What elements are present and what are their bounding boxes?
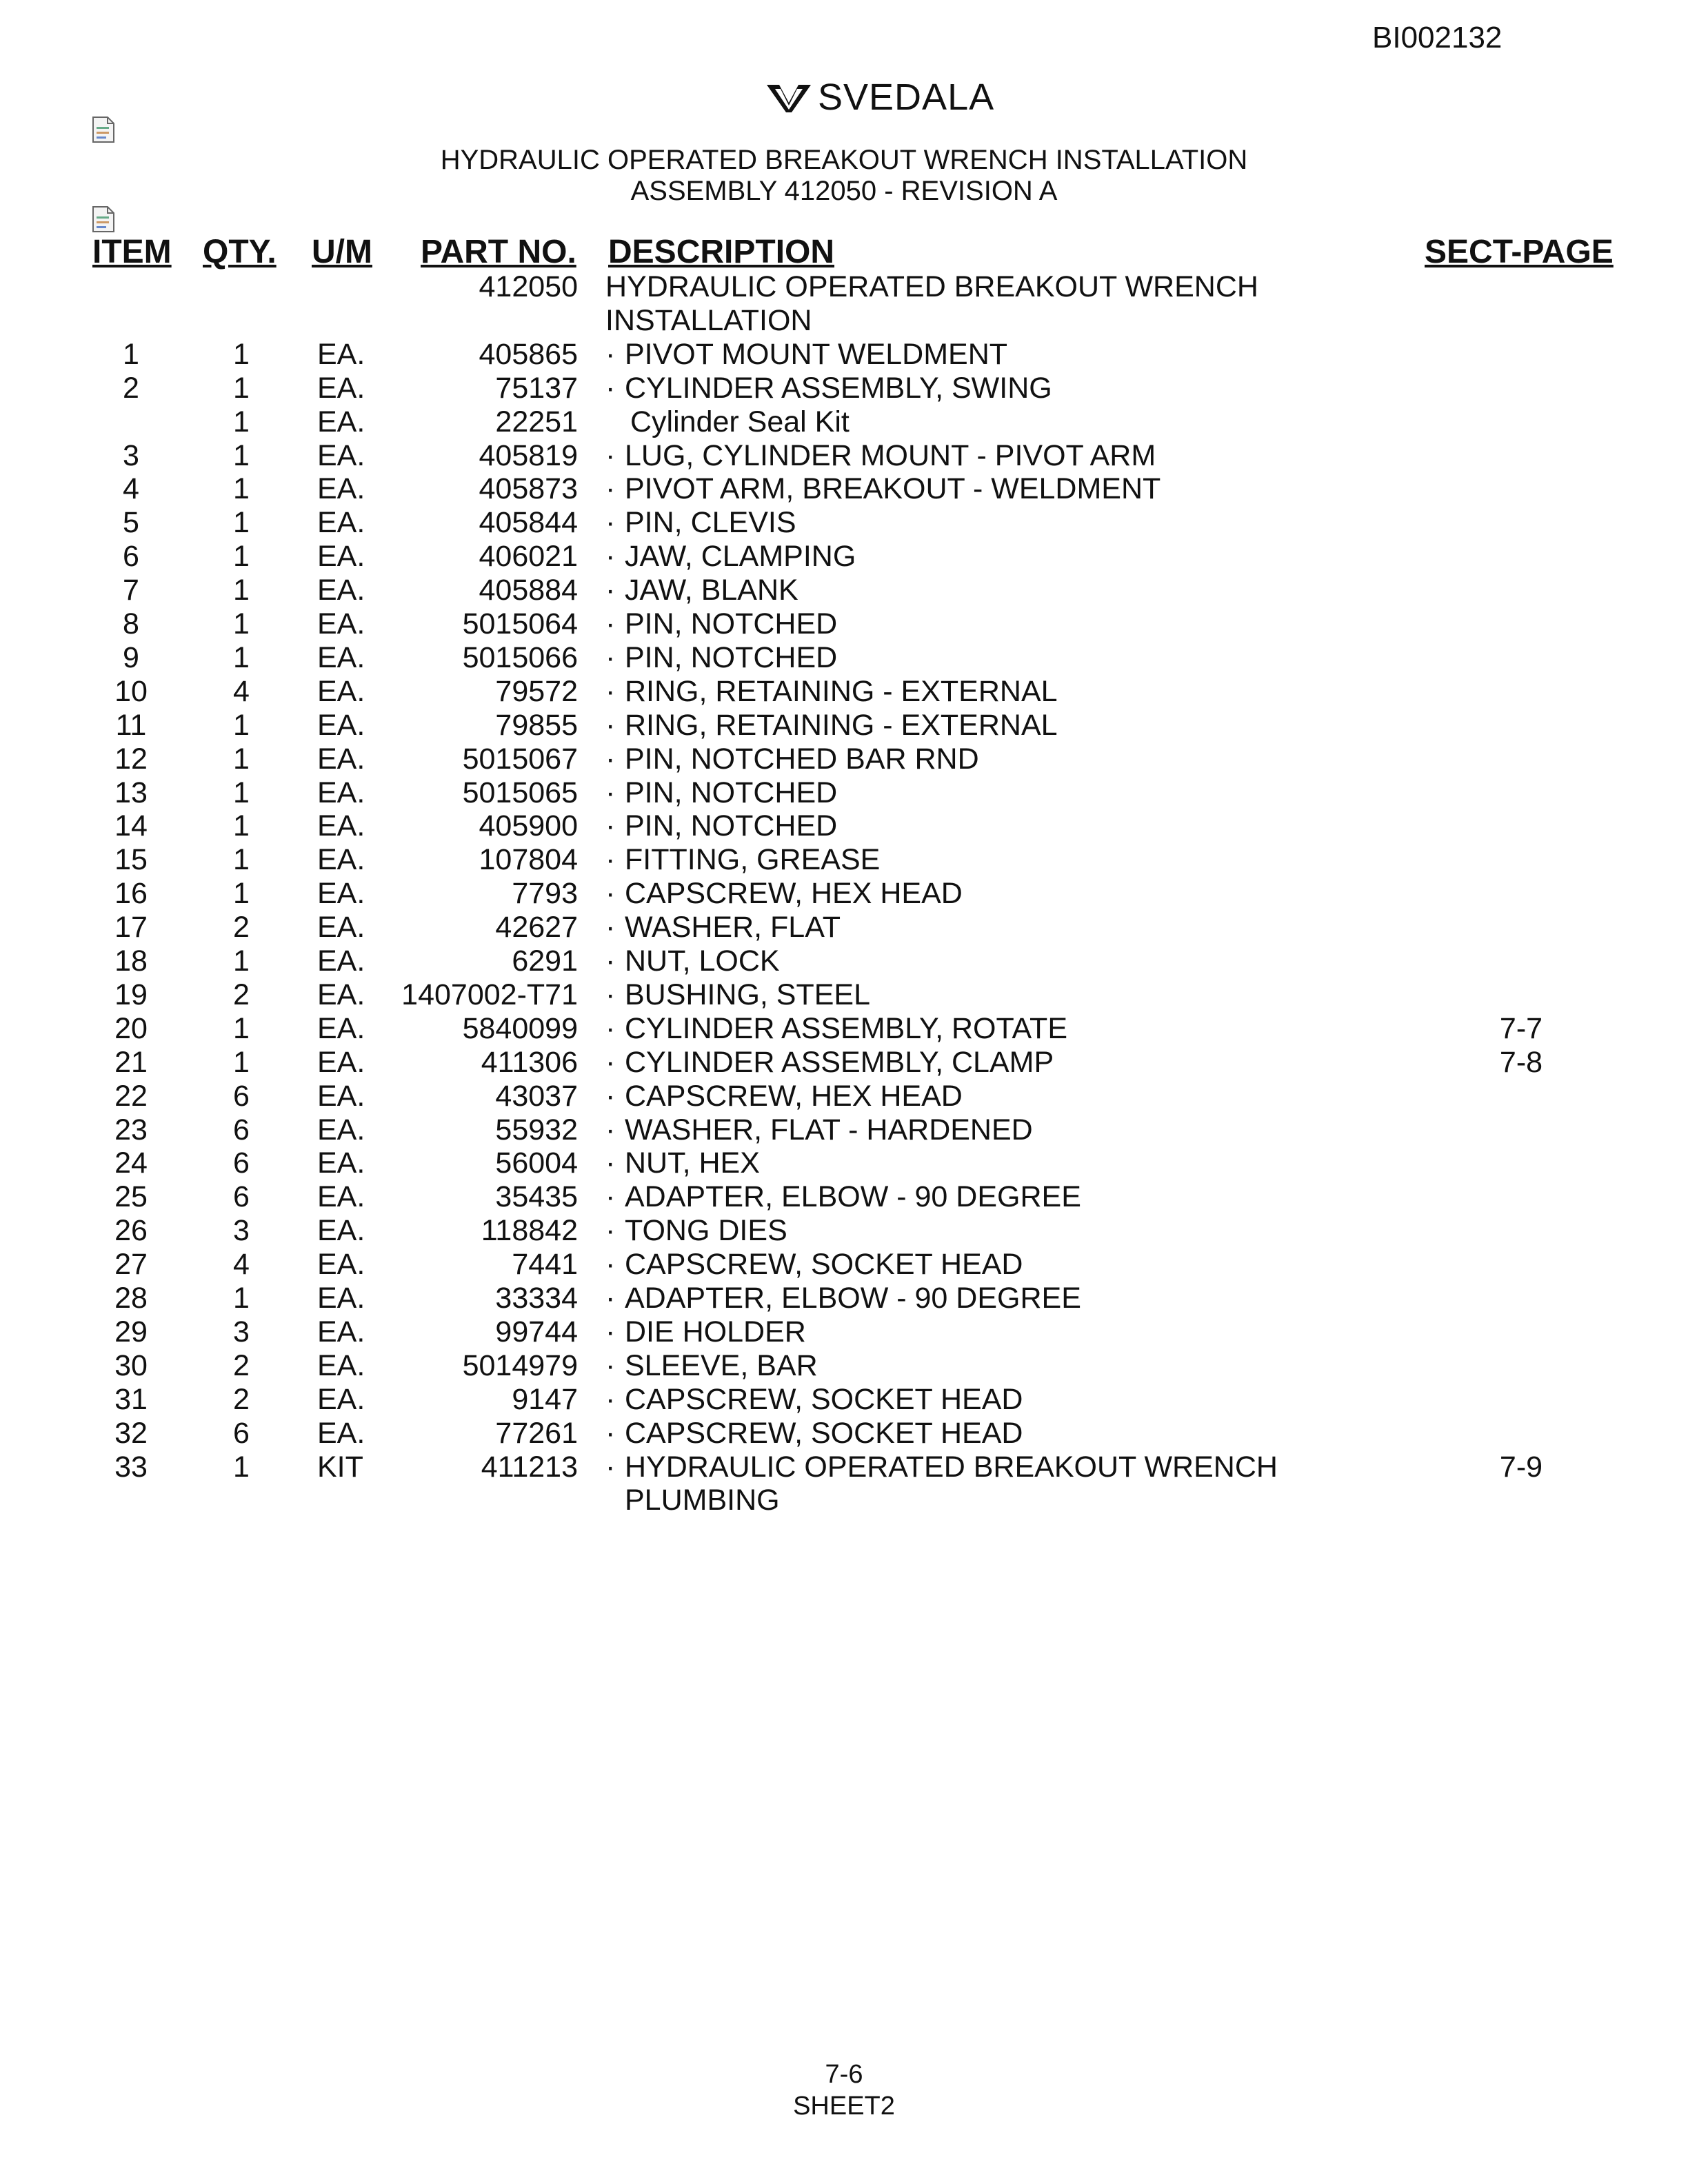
description-cell — [605, 472, 1160, 506]
um-cell: EA. — [317, 405, 365, 438]
part-number-cell: 406021 — [479, 540, 578, 574]
qty-cell: 2 — [233, 978, 250, 1011]
qty-cell: 1 — [233, 742, 250, 776]
um-cell: EA. — [317, 1248, 365, 1282]
um-cell: EA. — [317, 506, 365, 540]
item-cell: 14 — [114, 809, 148, 843]
description-cell — [605, 1248, 1023, 1282]
um-cell: EA. — [317, 337, 365, 371]
um-cell: EA. — [317, 607, 365, 640]
item-cell: 7 — [123, 574, 139, 607]
bullet-marker: · — [605, 1315, 616, 1348]
part-number-cell: 75137 — [495, 371, 578, 405]
description-cell — [605, 372, 1052, 405]
description-cell — [605, 911, 841, 944]
table-row — [0, 1046, 1688, 1080]
um-cell: EA. — [317, 1079, 365, 1113]
item-cell: 10 — [114, 674, 148, 708]
part-number-cell: 22251 — [495, 405, 578, 438]
description-cell — [605, 877, 963, 911]
qty-cell: 1 — [233, 708, 250, 742]
um-cell: EA. — [317, 809, 365, 843]
table-row — [0, 506, 1688, 540]
description-cell — [605, 540, 856, 574]
description-text: CAPSCREW, SOCKET HEAD — [625, 1382, 1023, 1416]
bullet-marker: · — [605, 574, 616, 607]
um-cell: EA. — [317, 978, 365, 1011]
bullet-marker: · — [605, 506, 616, 540]
item-cell: 4 — [123, 472, 139, 506]
um-cell: EA. — [317, 1416, 365, 1450]
um-cell: EA. — [317, 1348, 365, 1382]
bullet-marker: · — [605, 1248, 616, 1282]
bullet-marker: · — [605, 1113, 616, 1146]
table-row — [0, 1113, 1688, 1147]
item-cell: 5 — [123, 506, 139, 540]
bullet-marker: · — [605, 877, 616, 911]
item-cell: 20 — [114, 1011, 148, 1045]
part-number-cell: 405865 — [479, 337, 578, 371]
um-cell: EA. — [317, 1315, 365, 1348]
description-text: CAPSCREW, SOCKET HEAD — [625, 1248, 1023, 1282]
item-cell: 1 — [123, 337, 139, 371]
item-cell: 16 — [114, 877, 148, 911]
bullet-marker: · — [605, 708, 616, 742]
description-cell — [605, 1046, 1054, 1080]
description-cell — [625, 1484, 780, 1517]
part-number-cell: 118842 — [481, 1214, 578, 1248]
description-cell — [605, 1450, 1278, 1484]
item-cell: 8 — [123, 607, 139, 640]
part-number-cell: 411306 — [481, 1045, 578, 1079]
description-text: SLEEVE, BAR — [625, 1348, 818, 1382]
bullet-marker: · — [605, 640, 616, 674]
item-cell: 12 — [114, 742, 148, 776]
table-row — [0, 641, 1688, 675]
qty-cell: 3 — [233, 1315, 250, 1348]
description-cell — [605, 1180, 1081, 1214]
description-text: INSTALLATION — [605, 303, 812, 337]
table-row — [0, 843, 1688, 877]
bullet-marker: · — [605, 1079, 616, 1113]
part-number-cell: 55932 — [495, 1113, 578, 1146]
sect-page-cell: 7-9 — [1499, 1450, 1543, 1484]
qty-cell: 3 — [233, 1214, 250, 1248]
qty-cell: 1 — [233, 809, 250, 843]
part-number-cell: 405900 — [479, 809, 578, 843]
bullet-marker: · — [605, 607, 616, 640]
column-header-item: ITEM — [92, 234, 172, 270]
description-cell — [605, 1315, 806, 1349]
part-number-cell: 5840099 — [462, 1011, 578, 1045]
description-cell — [605, 742, 979, 776]
table-row — [0, 877, 1688, 911]
bullet-marker: · — [605, 1382, 616, 1416]
table-row — [0, 1180, 1688, 1214]
file-icon[interactable] — [91, 116, 116, 143]
um-cell: EA. — [317, 472, 365, 506]
description-text: ADAPTER, ELBOW - 90 DEGREE — [625, 1282, 1081, 1315]
part-number-cell: 405844 — [479, 506, 578, 540]
part-number-cell: 9147 — [512, 1382, 578, 1416]
bullet-marker: · — [605, 1011, 616, 1045]
bullet-marker: · — [605, 371, 616, 405]
qty-cell: 1 — [233, 1282, 250, 1315]
file-icon[interactable] — [91, 205, 116, 233]
qty-cell: 6 — [233, 1079, 250, 1113]
bullet-marker: · — [605, 944, 616, 978]
description-cell — [605, 776, 837, 810]
description-text: JAW, CLAMPING — [625, 540, 856, 574]
table-row — [0, 574, 1688, 607]
um-cell: EA. — [317, 574, 365, 607]
description-text: CYLINDER ASSEMBLY, CLAMP — [625, 1045, 1054, 1079]
part-number-cell: 7441 — [512, 1248, 578, 1282]
part-number-cell: 99744 — [495, 1315, 578, 1348]
um-cell: EA. — [317, 640, 365, 674]
item-cell: 27 — [114, 1248, 148, 1282]
table-row — [0, 304, 1688, 338]
qty-cell: 2 — [233, 1382, 250, 1416]
part-number-cell: 42627 — [495, 911, 578, 944]
um-cell: EA. — [317, 742, 365, 776]
description-text: DIE HOLDER — [625, 1315, 806, 1348]
item-cell: 23 — [114, 1113, 148, 1146]
item-cell: 18 — [114, 944, 148, 978]
description-text: PIN, NOTCHED — [625, 607, 838, 640]
description-text: CYLINDER ASSEMBLY, SWING — [625, 371, 1052, 405]
description-text: PLUMBING — [625, 1484, 780, 1517]
table-row — [0, 709, 1688, 742]
item-cell: 24 — [114, 1146, 148, 1180]
part-number-cell: 411213 — [481, 1450, 578, 1484]
item-cell: 19 — [114, 978, 148, 1011]
um-cell: EA. — [317, 1214, 365, 1248]
column-header-part-no: PART NO. — [421, 234, 576, 270]
bullet-marker: · — [605, 809, 616, 843]
part-number-cell: 35435 — [495, 1180, 578, 1214]
part-number-cell: 5015066 — [462, 640, 578, 674]
description-cell — [605, 607, 837, 641]
part-number-cell: 5014979 — [462, 1348, 578, 1382]
table-row — [0, 1383, 1688, 1417]
bullet-marker: · — [605, 1282, 616, 1315]
document-subtitle: ASSEMBLY 412050 - REVISION A — [630, 176, 1058, 206]
qty-cell: 2 — [233, 911, 250, 944]
table-row — [0, 1417, 1688, 1450]
part-number-cell: 405884 — [479, 574, 578, 607]
qty-cell: 1 — [233, 944, 250, 978]
description-text: NUT, HEX — [625, 1146, 760, 1180]
description-text: PIN, NOTCHED — [625, 809, 838, 843]
table-row — [0, 1315, 1688, 1349]
document-id: BI002132 — [1372, 21, 1503, 54]
item-cell: 9 — [123, 640, 139, 674]
qty-cell: 1 — [233, 540, 250, 574]
table-row — [0, 809, 1688, 843]
bullet-marker: · — [605, 1146, 616, 1180]
table-row — [0, 944, 1688, 978]
description-cell — [605, 641, 837, 675]
bullet-marker: · — [605, 911, 616, 944]
table-row — [0, 1450, 1688, 1484]
part-number-cell: 33334 — [495, 1282, 578, 1315]
description-text: CAPSCREW, HEX HEAD — [625, 1079, 963, 1113]
description-cell — [605, 1146, 760, 1180]
part-number-cell: 77261 — [495, 1416, 578, 1450]
description-cell — [630, 405, 850, 439]
table-row — [0, 472, 1688, 506]
um-cell: EA. — [317, 1282, 365, 1315]
table-row — [0, 1484, 1688, 1517]
part-number-cell: 7793 — [512, 877, 578, 911]
um-cell: EA. — [317, 776, 365, 809]
part-number-cell: 79855 — [495, 708, 578, 742]
item-cell: 32 — [114, 1416, 148, 1450]
description-text: RING, RETAINING - EXTERNAL — [625, 674, 1058, 708]
column-header-qty: QTY. — [203, 234, 277, 270]
page-number: 7-6 — [825, 2060, 863, 2089]
item-cell: 28 — [114, 1282, 148, 1315]
table-row — [0, 372, 1688, 405]
bullet-marker: · — [605, 1045, 616, 1079]
qty-cell: 1 — [233, 506, 250, 540]
part-number-cell: 43037 — [495, 1079, 578, 1113]
description-cell — [605, 1214, 787, 1248]
table-row — [0, 439, 1688, 473]
um-cell: EA. — [317, 708, 365, 742]
item-cell: 29 — [114, 1315, 148, 1348]
um-cell: EA. — [317, 944, 365, 978]
table-row — [0, 1349, 1688, 1383]
part-number-cell: 405873 — [479, 472, 578, 506]
table-row — [0, 1214, 1688, 1248]
column-header-um: U/M — [312, 234, 372, 270]
column-header-sect-page: SECT-PAGE — [1425, 234, 1614, 270]
um-cell: EA. — [317, 540, 365, 574]
bullet-marker: · — [605, 1180, 616, 1214]
qty-cell: 1 — [233, 843, 250, 877]
description-text: Cylinder Seal Kit — [630, 405, 850, 438]
column-header-description: DESCRIPTION — [608, 234, 835, 270]
um-cell: EA. — [317, 1146, 365, 1180]
qty-cell: 6 — [233, 1180, 250, 1214]
item-cell: 17 — [114, 911, 148, 944]
description-text: PIN, CLEVIS — [625, 506, 796, 540]
part-number-cell: 412050 — [479, 270, 578, 303]
description-cell — [605, 843, 880, 877]
document-title: HYDRAULIC OPERATED BREAKOUT WRENCH INSTALLATION — [440, 145, 1248, 175]
bullet-marker: · — [605, 776, 616, 809]
description-cell — [605, 944, 780, 978]
um-cell: EA. — [317, 1113, 365, 1146]
bullet-marker: · — [605, 742, 616, 776]
qty-cell: 1 — [233, 574, 250, 607]
description-text: CAPSCREW, HEX HEAD — [625, 877, 963, 911]
qty-cell: 4 — [233, 1248, 250, 1282]
qty-cell: 1 — [233, 607, 250, 640]
item-cell: 30 — [114, 1348, 148, 1382]
table-row — [0, 1282, 1688, 1315]
qty-cell: 1 — [233, 405, 250, 438]
description-text: NUT, LOCK — [625, 944, 780, 978]
qty-cell: 6 — [233, 1113, 250, 1146]
description-cell — [605, 1113, 1033, 1147]
part-number-cell: 5015064 — [462, 607, 578, 640]
description-cell — [605, 506, 796, 540]
um-cell: EA. — [317, 877, 365, 911]
bullet-marker: · — [605, 1450, 616, 1484]
um-cell: EA. — [317, 1382, 365, 1416]
description-text: PIVOT ARM, BREAKOUT - WELDMENT — [625, 472, 1161, 506]
qty-cell: 1 — [233, 337, 250, 371]
bullet-marker: · — [605, 438, 616, 472]
qty-cell: 1 — [233, 438, 250, 472]
brand-logo — [765, 76, 994, 119]
qty-cell: 1 — [233, 371, 250, 405]
table-row — [0, 978, 1688, 1012]
qty-cell: 1 — [233, 1011, 250, 1045]
um-cell: EA. — [317, 911, 365, 944]
description-cell — [605, 809, 837, 843]
qty-cell: 1 — [233, 640, 250, 674]
description-cell — [605, 304, 812, 338]
description-cell — [605, 1349, 818, 1383]
description-text: ADAPTER, ELBOW - 90 DEGREE — [625, 1180, 1081, 1214]
um-cell: EA. — [317, 674, 365, 708]
part-number-cell: 5015067 — [462, 742, 578, 776]
description-text: TONG DIES — [625, 1214, 787, 1248]
description-text: PIN, NOTCHED — [625, 776, 838, 809]
table-row — [0, 338, 1688, 372]
sect-page-cell: 7-7 — [1499, 1011, 1543, 1045]
table-row — [0, 270, 1688, 304]
item-cell: 3 — [123, 438, 139, 472]
part-number-cell: 107804 — [479, 843, 578, 877]
bullet-marker: · — [605, 1214, 616, 1248]
description-text: RING, RETAINING - EXTERNAL — [625, 708, 1058, 742]
part-number-cell: 1407002-T71 — [401, 978, 578, 1011]
qty-cell: 6 — [233, 1146, 250, 1180]
table-row — [0, 675, 1688, 709]
description-cell — [605, 709, 1058, 742]
bullet-marker: · — [605, 674, 616, 708]
description-cell — [605, 439, 1156, 473]
table-row — [0, 1012, 1688, 1046]
table-row — [0, 742, 1688, 776]
description-text: PIN, NOTCHED — [625, 640, 838, 674]
item-cell: 33 — [114, 1450, 148, 1484]
table-row — [0, 607, 1688, 641]
qty-cell: 1 — [233, 1450, 250, 1484]
um-cell: EA. — [317, 843, 365, 877]
table-row — [0, 1080, 1688, 1113]
bullet-marker: · — [605, 843, 616, 877]
description-text: WASHER, FLAT - HARDENED — [625, 1113, 1033, 1146]
description-text: CAPSCREW, SOCKET HEAD — [625, 1416, 1023, 1450]
description-cell — [605, 1383, 1023, 1417]
description-text: PIVOT MOUNT WELDMENT — [625, 337, 1008, 371]
description-cell — [605, 1417, 1023, 1450]
description-text: JAW, BLANK — [625, 574, 798, 607]
part-number-cell: 5015065 — [462, 776, 578, 809]
bullet-marker: · — [605, 1348, 616, 1382]
table-row — [0, 540, 1688, 574]
description-text: HYDRAULIC OPERATED BREAKOUT WRENCH — [625, 1450, 1278, 1484]
description-cell — [605, 1080, 963, 1113]
part-number-cell: 56004 — [495, 1146, 578, 1180]
description-text: PIN, NOTCHED BAR RND — [625, 742, 979, 776]
qty-cell: 4 — [233, 674, 250, 708]
description-text: FITTING, GREASE — [625, 843, 881, 877]
bullet-marker: · — [605, 978, 616, 1011]
um-cell: EA. — [317, 371, 365, 405]
bullet-marker: · — [605, 337, 616, 371]
description-text: LUG, CYLINDER MOUNT - PIVOT ARM — [625, 438, 1156, 472]
qty-cell: 2 — [233, 1348, 250, 1382]
item-cell: 13 — [114, 776, 148, 809]
item-cell: 15 — [114, 843, 148, 877]
um-cell: EA. — [317, 1180, 365, 1214]
bullet-marker: · — [605, 1416, 616, 1450]
description-cell — [605, 1012, 1067, 1046]
item-cell: 22 — [114, 1079, 148, 1113]
item-cell: 31 — [114, 1382, 148, 1416]
part-number-cell: 6291 — [512, 944, 578, 978]
qty-cell: 1 — [233, 1045, 250, 1079]
part-number-cell: 405819 — [479, 438, 578, 472]
qty-cell: 1 — [233, 776, 250, 809]
description-cell — [605, 338, 1007, 372]
table-row — [0, 405, 1688, 439]
part-number-cell: 79572 — [495, 674, 578, 708]
item-cell: 6 — [123, 540, 139, 574]
description-text: HYDRAULIC OPERATED BREAKOUT WRENCH — [605, 270, 1258, 303]
qty-cell: 1 — [233, 877, 250, 911]
description-cell — [605, 675, 1058, 709]
um-cell: EA. — [317, 1011, 365, 1045]
item-cell: 21 — [114, 1045, 148, 1079]
bullet-marker: · — [605, 472, 616, 506]
sect-page-cell: 7-8 — [1499, 1045, 1543, 1079]
item-cell: 11 — [115, 708, 147, 742]
um-cell: EA. — [317, 438, 365, 472]
table-row — [0, 1248, 1688, 1282]
svedala-logo-mark-icon — [765, 79, 814, 115]
description-cell — [605, 574, 798, 607]
table-row — [0, 776, 1688, 810]
bullet-marker: · — [605, 540, 616, 574]
qty-cell: 1 — [233, 472, 250, 506]
item-cell: 2 — [123, 371, 139, 405]
description-cell — [605, 270, 1258, 304]
description-text: CYLINDER ASSEMBLY, ROTATE — [625, 1011, 1067, 1045]
item-cell: 26 — [114, 1214, 148, 1248]
description-text: BUSHING, STEEL — [625, 978, 871, 1011]
table-row — [0, 1146, 1688, 1180]
description-cell — [605, 1282, 1081, 1315]
description-cell — [605, 978, 870, 1012]
um-cell: EA. — [317, 1045, 365, 1079]
description-text: WASHER, FLAT — [625, 911, 841, 944]
brand-name: SVEDALA — [818, 77, 995, 118]
table-row — [0, 911, 1688, 944]
sheet-label: SHEET2 — [793, 2092, 895, 2121]
item-cell: 25 — [114, 1180, 148, 1214]
um-cell: KIT — [317, 1450, 363, 1484]
qty-cell: 6 — [233, 1416, 250, 1450]
